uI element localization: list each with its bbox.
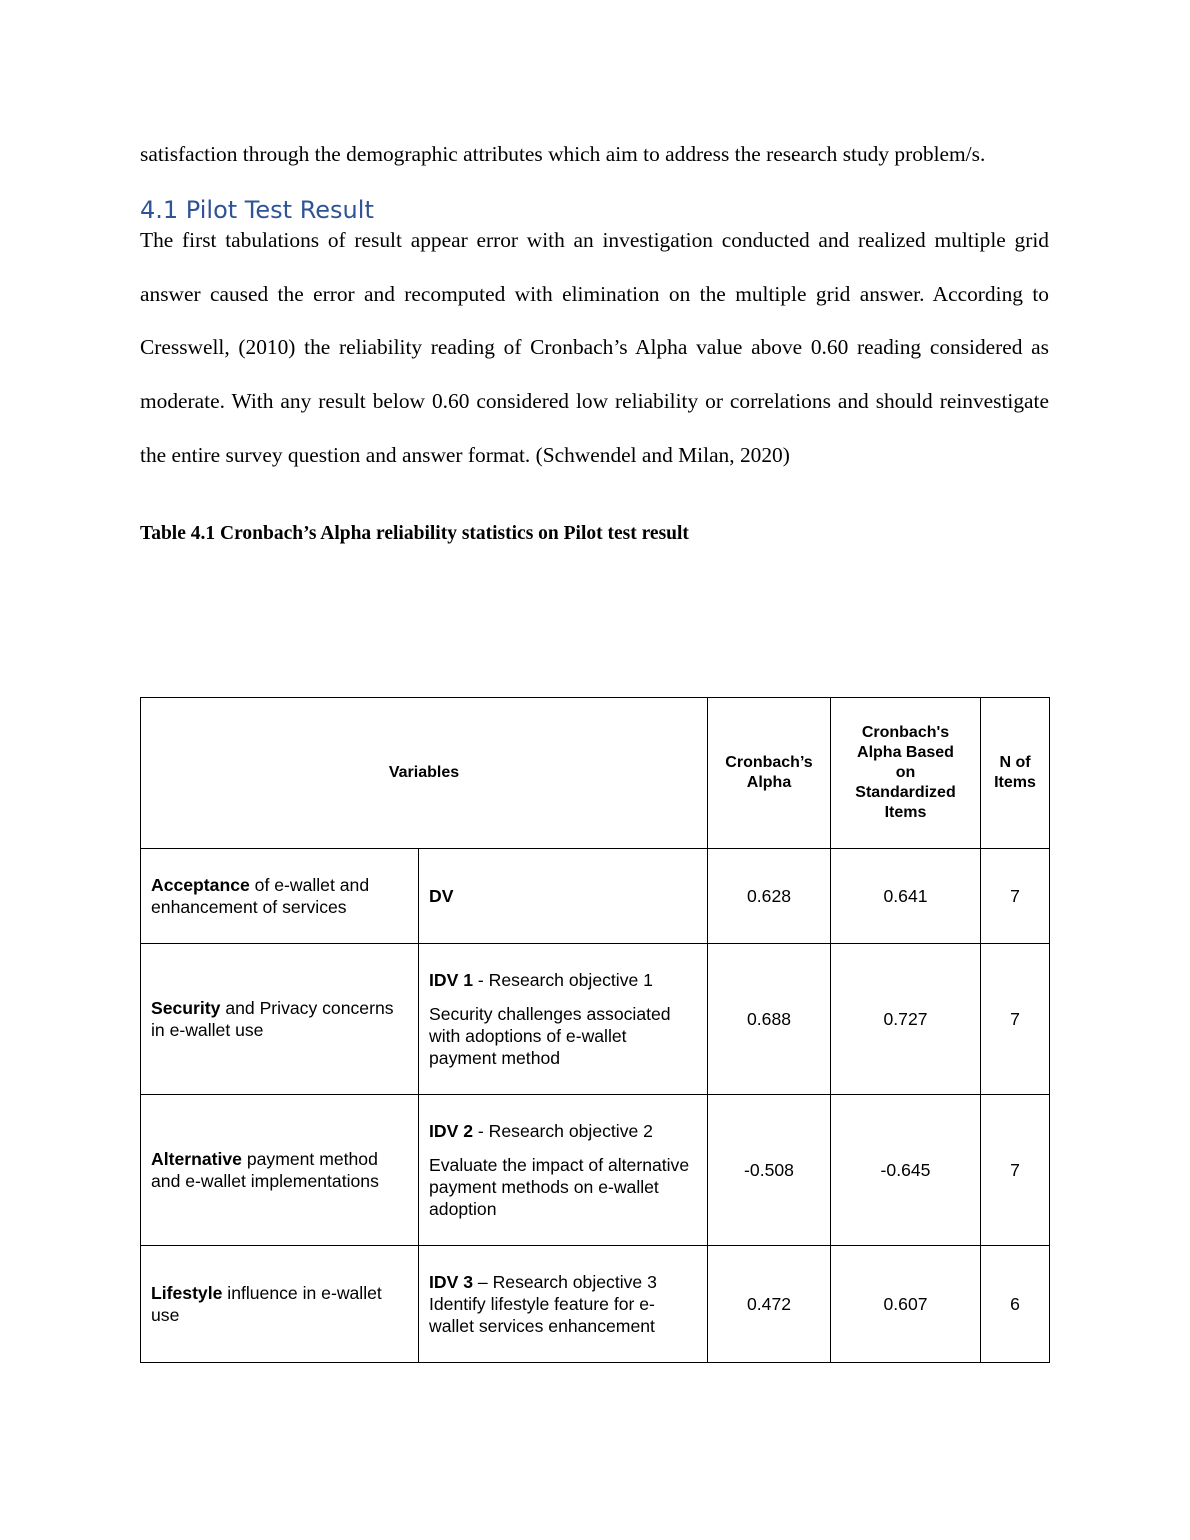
n-items-value: 7 <box>981 1095 1050 1246</box>
variable-rest: influence in e-wallet use <box>151 1283 382 1325</box>
table-header-row <box>141 698 1050 849</box>
objective-label: - Research objective 2 <box>473 1121 653 1141</box>
paragraph-pilot-test: The first tabulations of result appear error with an investigation conducted and realized multiple grid answer caused the error and recomputed with elimination on the multiple grid answer. According to Cresswell, (2010) the reliability reading of Cronbach’s Alpha value above 0.60 reading considered as moderate. With any result below 0.60 considered low reliability or correlations and should reinvestigate the entire survey question and answer format. (Schwendel and Milan, 2020) <box>140 227 1049 467</box>
n-items-value: 6 <box>981 1246 1050 1363</box>
indicator-cell <box>419 944 708 1095</box>
header-variables: Variables <box>141 698 708 849</box>
header-alpha-standardized: Cronbach's Alpha Based on Standardized Items <box>831 698 981 849</box>
table-row <box>141 944 1050 1095</box>
alpha-std-value: 0.607 <box>831 1246 981 1363</box>
page-content <box>140 128 1049 547</box>
objective-description: Evaluate the impact of alternative payment methods on e-wallet adoption <box>429 1155 690 1219</box>
variable-cell <box>141 944 419 1095</box>
objective-label: - Research objective 1 <box>473 970 653 990</box>
variable-rest: of e-wallet and enhancement of services <box>151 875 370 917</box>
alpha-std-value: 0.641 <box>831 849 981 944</box>
n-items-value: 7 <box>981 849 1050 944</box>
alpha-value: -0.508 <box>708 1095 831 1246</box>
indicator-code: IDV 3 <box>429 1272 474 1292</box>
header-n-items: N of Items <box>981 698 1050 849</box>
objective-label: – Research objective 3 <box>473 1272 657 1292</box>
indicator-cell <box>419 1246 708 1363</box>
table-row <box>141 1246 1050 1363</box>
n-items-value: 7 <box>981 944 1050 1095</box>
table-caption: Table 4.1 Cronbach’s Alpha reliability statistics on Pilot test result <box>140 522 689 544</box>
variable-cell <box>141 849 419 944</box>
alpha-std-value: -0.645 <box>831 1095 981 1246</box>
objective-description: Security challenges associated with adoptions of e-wallet payment method <box>429 1004 671 1068</box>
table-row <box>141 1095 1050 1246</box>
paragraph-continuation: satisfaction through the demographic attributes which aim to address the research study problem/s. <box>140 142 986 166</box>
alpha-value: 0.628 <box>708 849 831 944</box>
variable-rest: payment method and e-wallet implementations <box>151 1149 379 1191</box>
variable-name: Lifestyle <box>151 1283 223 1303</box>
variable-cell <box>141 1095 419 1246</box>
header-alpha: Cronbach’s Alpha <box>708 698 831 849</box>
indicator-cell <box>419 849 708 944</box>
variable-cell <box>141 1246 419 1363</box>
alpha-std-value: 0.727 <box>831 944 981 1095</box>
variable-name: Security <box>151 998 221 1018</box>
table-row <box>141 849 1050 944</box>
indicator-code: DV <box>429 885 454 906</box>
variable-name: Alternative <box>151 1149 242 1169</box>
alpha-value: 0.472 <box>708 1246 831 1363</box>
indicator-code: IDV 1 <box>429 970 474 990</box>
alpha-value: 0.688 <box>708 944 831 1095</box>
indicator-cell <box>419 1095 708 1246</box>
section-heading: 4.1 Pilot Test Result <box>140 195 374 224</box>
variable-rest: and Privacy concerns in e-wallet use <box>151 998 394 1040</box>
variable-name: Acceptance <box>151 875 250 895</box>
objective-description: Identify lifestyle feature for e-wallet services enhancement <box>429 1294 655 1336</box>
indicator-code: IDV 2 <box>429 1121 474 1141</box>
reliability-table <box>140 697 1050 1363</box>
